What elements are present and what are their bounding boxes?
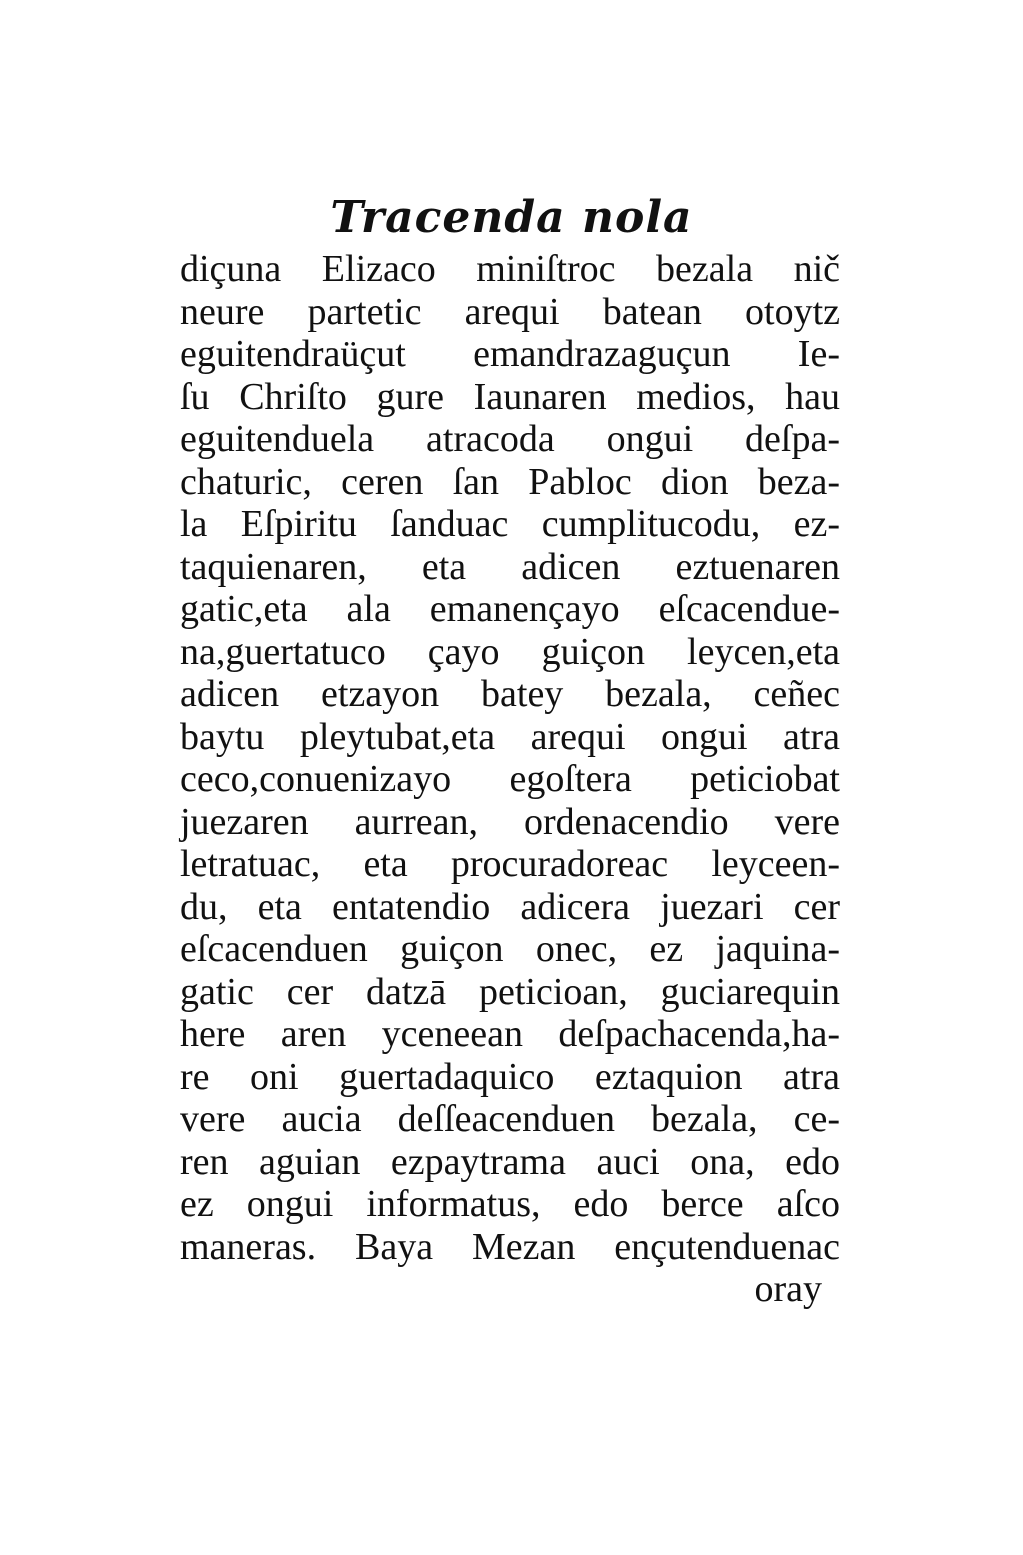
text-line: diçuna Elizaco miniſtroc bezala nič	[180, 248, 840, 290]
text-line: ren aguian ezpaytrama auci ona, edo	[180, 1140, 840, 1183]
text-line: eguitendraüçut emandrazaguçun Ie-	[180, 333, 840, 375]
text-line: du, eta entatendio adicera juezari cer	[180, 885, 840, 928]
text-line: letratuac, eta procuradoreac leyceen-	[180, 843, 840, 885]
text-line: ceco,conuenizayo egoſtera peticiobat	[180, 758, 840, 800]
text-line: here aren yceneean deſpachacenda,ha-	[180, 1013, 840, 1055]
text-line: eguitenduela atracoda ongui deſpa-	[180, 418, 840, 460]
text-line: eſcacenduen guiçon onec, ez jaquina-	[180, 928, 840, 970]
page-body-text	[180, 248, 840, 1311]
text-line: vere aucia deſſeacenduen bezala, ce-	[180, 1098, 840, 1140]
text-line: re oni guertadaquico eztaquion atra	[180, 1055, 840, 1098]
text-line: ſu Chriſto gure Iaunaren medios, hau	[180, 375, 840, 418]
text-line: gatic,eta ala emanençayo eſcacendue-	[180, 588, 840, 630]
text-line: taquienaren, eta adicen eztuenaren	[180, 545, 840, 588]
text-line: juezaren aurrean, ordenacendio vere	[180, 800, 840, 843]
text-line: maneras. Baya Mezan ençutenduenac	[180, 1225, 840, 1268]
text-line: gatic cer datzā peticioan, guciarequin	[180, 970, 840, 1013]
text-line: neure partetic arequi batean otoytz	[180, 290, 840, 333]
running-header: Tracenda nola	[330, 192, 693, 243]
text-line: adicen etzayon batey bezala, ceñec	[180, 673, 840, 715]
catchword: oray	[754, 1268, 822, 1310]
text-line: na,guertatuco çayo guiçon leycen,eta	[180, 630, 840, 673]
text-line: baytu pleytubat,eta arequi ongui atra	[180, 715, 840, 758]
text-line: chaturic, ceren ſan Pabloc dion beza-	[180, 460, 840, 503]
text-line: ez ongui informatus, edo berce aſco	[180, 1183, 840, 1225]
text-line: la Eſpiritu ſanduac cumplitucodu, ez-	[180, 503, 840, 545]
